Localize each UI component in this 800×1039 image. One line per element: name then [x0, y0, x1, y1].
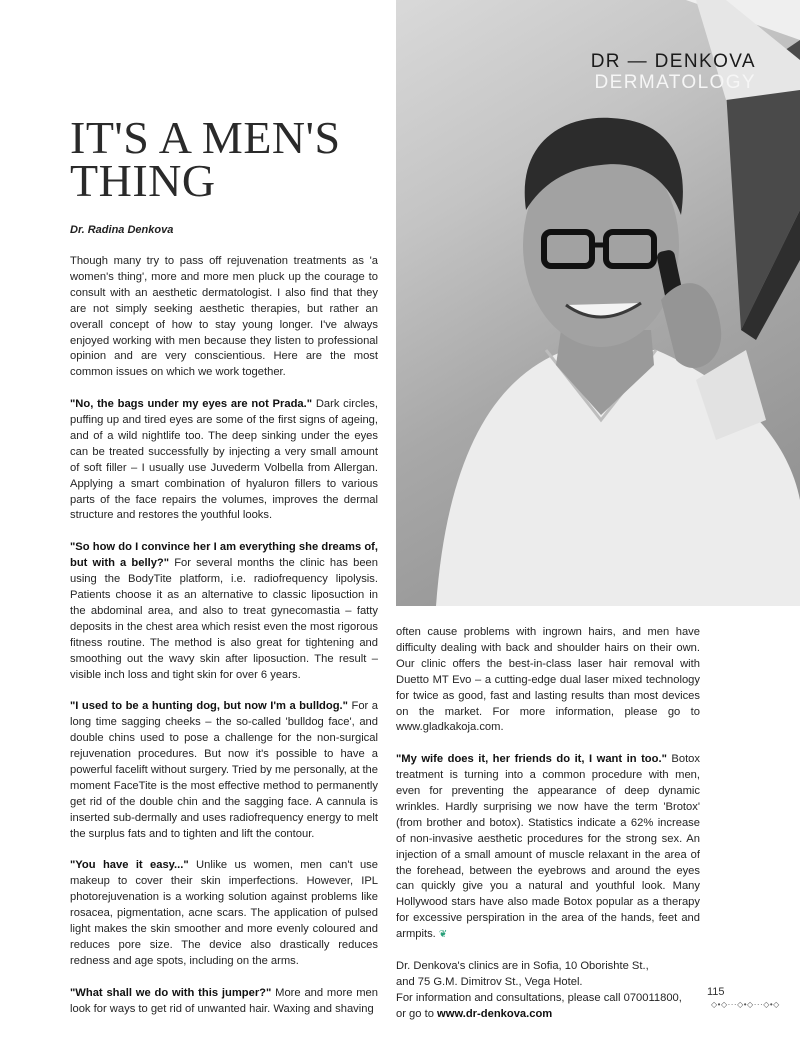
page-footer	[707, 986, 797, 1010]
contact-prefix: or go to	[396, 1007, 438, 1020]
ornament-icon: ◇•◇···◇•◇···◇•◇	[711, 1000, 780, 1009]
contact-line: Dr. Denkova's clinics are in Sofia, 10 Oborishte St.,	[396, 960, 649, 972]
section-lead: "My wife does it, her friends do it, I want in too."	[396, 753, 667, 766]
section-text: More and more men look for ways to get rid of unwanted hair. Waxing and shaving	[70, 986, 378, 1015]
brand-logo	[591, 52, 756, 92]
section-text: Unlike us women, men can't use makeup to cover their skin imperfections. However, IPL photorejuvenation is a working solution against problems like rosacea, pigmentation, acne scars. The application of pulsed light makes the skin smoother and more evenly coloured and reduces pore size. The device also drastically reduces redness and age spots, including on the arms.	[70, 859, 379, 967]
contact-info	[396, 959, 700, 1023]
section-lead: "What shall we do with this jumper?"	[70, 986, 272, 999]
section-jumper	[70, 986, 378, 1018]
section-belly	[70, 540, 378, 683]
page-number: 115	[707, 986, 725, 998]
article-byline: Dr. Radina Denkova	[70, 224, 174, 236]
article-headline: IT'S A MEN'S THING	[70, 112, 341, 206]
contact-line: For information and consultations, please call 070011800,	[396, 991, 682, 1004]
section-jumper-continued: often cause problems with ingrown hairs, and men have difficulty dealing with back and shoulder hairs on their own. Our clinic offers the best-in-class laser hair removal with Duetto MT Evo – a cutting-edge dual laser mixed technology for twice as good, fast and lasting results than most devices on the market. For more information, please go to www.gladkakoja.com.	[396, 626, 700, 734]
brand-name: DR — DENKOVA	[590, 51, 756, 72]
portrait-photo	[396, 0, 800, 606]
contact-line	[396, 1007, 700, 1023]
website-link[interactable]: www.dr-denkova.com	[437, 1007, 553, 1020]
intro-paragraph: Though many try to pass off rejuvenation treatments as 'a women's thing', more and more men pluck up the courage to consult with an aesthetic dermatologist. I also find that they are not simply seeking aesthetic therapies, but rather an overall concept of how to stay young longer. I've always enjoyed working with men because they listen to professional opinion and are very conscientious. Here are the most common issues on which we work together.	[70, 255, 378, 379]
section-lead: "So how do I convince her I am everything she dreams of, but with a belly?"	[70, 541, 378, 570]
section-lead: "No, the bags under my eyes are not Prada."	[70, 398, 313, 411]
end-mark-icon: ❦	[438, 929, 448, 941]
article-column-right	[396, 625, 700, 1023]
section-text: For a long time sagging cheeks – the so-called 'bulldog face', and double chins used to pose a challenge for the non-surgical rejuvenation procedures. But now it's possible to have a powerful facelift without surgery. Tried by me personally, at the moment FaceTite is the most effective method to permanently get rid of the double chin and the sagging face. A cannula is inserted sub-dermally and uses radiofrequency energy to melt the surplus fats and to tighten and lift the contour.	[70, 700, 379, 840]
contact-line: and 75 G.M. Dimitrov St., Vega Hotel.	[396, 975, 583, 988]
section-brotox	[396, 752, 700, 943]
brand-subtitle: DERMATOLOGY	[594, 72, 756, 93]
section-text: Botox treatment is turning into a common procedure with men, even for preventing the appearance of deep dynamic wrinkles. Hardly surprising we now have the term 'Brotox' (from brother and botox). Statistics indicate a 62% increase of non-invasive aesthetic procedures for the strong sex. An injection of a small amount of muscle relaxant in the area of the forehead, between the eyebrows and around the eyes can quickly give you a natural and youthful look. Many Hollywood stars have also made Botox popular as a therapy for excessive perspiration in the area of the hands, feet and armpits.	[396, 753, 700, 941]
section-bulldog	[70, 699, 378, 842]
section-easy	[70, 858, 378, 969]
article-column-left	[70, 254, 378, 1033]
section-text: For several months the clinic has been using the BodyTite platform, i.e. radiofrequency lipolysis. Patients choose it as an alternative to classic liposuction in the abdominal area, and also to treat gynecomastia – fatty deposits in the chest area which resist even the most rigorous fitness routine. The method is also great for tightening and smoothing out the wavy skin after liposuction. The result – visible inch loss and tight skin for over 6 years.	[70, 557, 378, 681]
section-lead: "I used to be a hunting dog, but now I'm a bulldog."	[70, 700, 348, 713]
section-text: Dark circles, puffing up and tired eyes are some of the first signs of ageing, and of a wild nightlife too. The deep sinking under the eyes can be treated successfully by injecting a very small amount of soft filler – I usually use Juvederm Volbella from Allergan. Applying a smart combination of hyaluron fillers to various parts of the face repairs the volumes, improves the dermal structure and restores the youthful looks.	[70, 398, 378, 522]
section-lead: "You have it easy..."	[70, 859, 189, 872]
section-under-eyes	[70, 397, 378, 524]
